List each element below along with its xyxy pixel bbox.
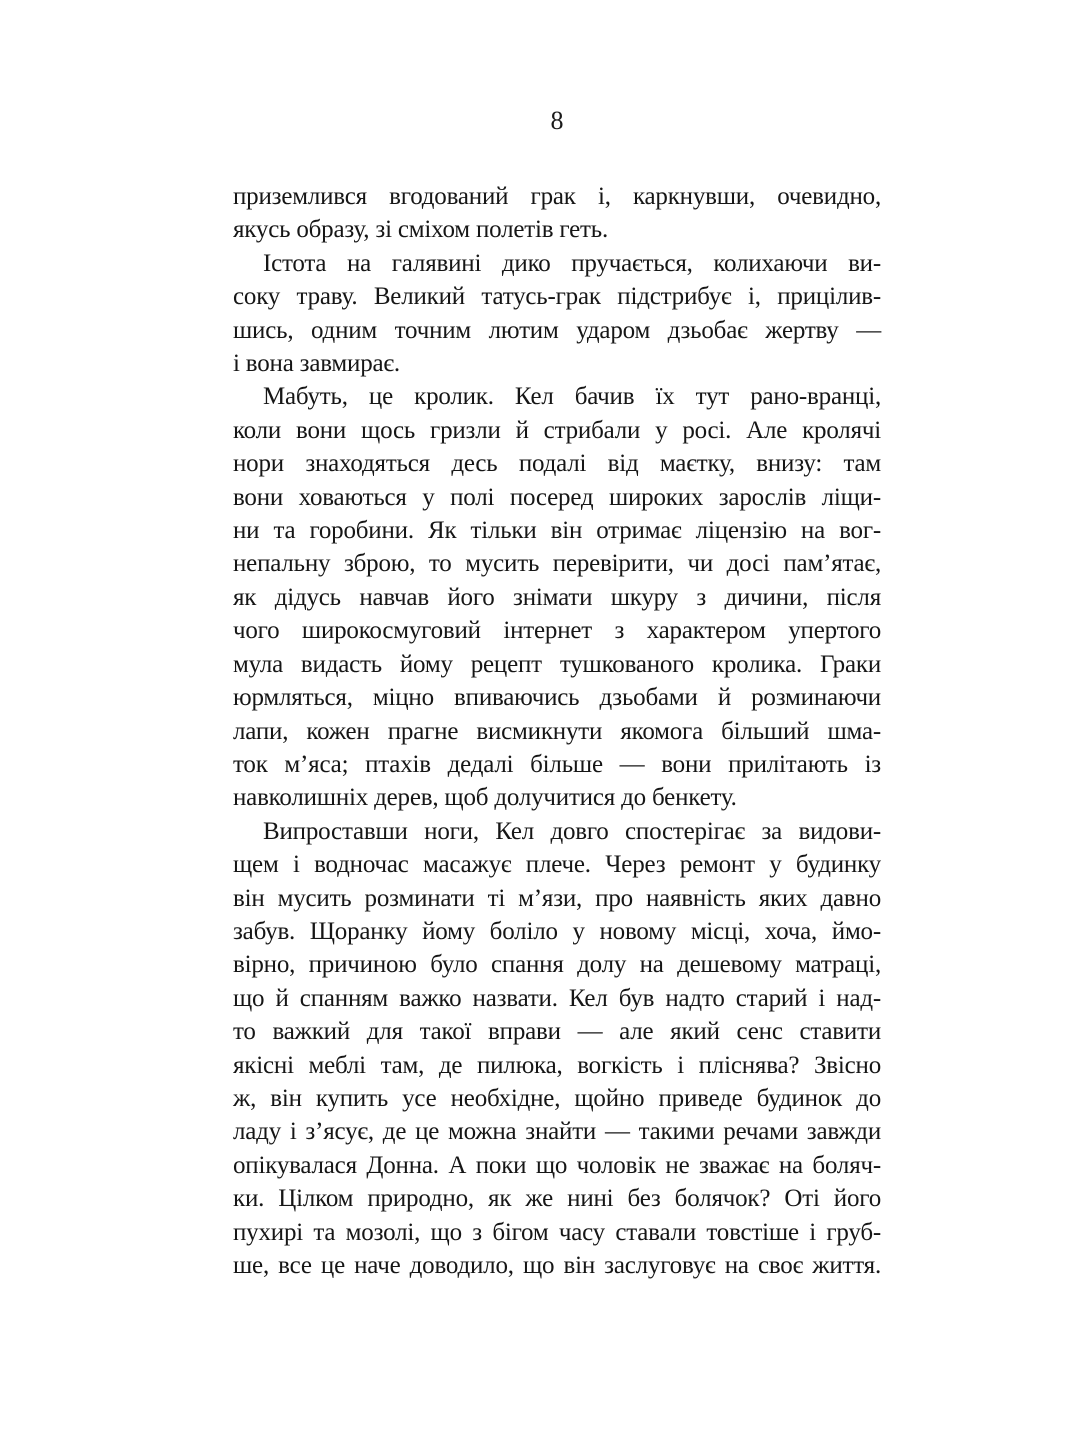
text-line: приземлився вгодований грак і, каркнувши, очевидно, [233,183,881,210]
text-line: соку траву. Великий татусь-грак підстрибує і, прицілив- [233,283,881,311]
page-number: 8 [550,106,564,135]
text-line: ни та горобини. Як тільки він отримає ліцензію на вог- [233,517,881,545]
text-line: як дідусь навчав його знімати шкуру з дичини, після [233,583,881,611]
text-line: вони ховаються у полі посеред широких зарослів ліщи- [233,483,881,511]
text-line: що й спанням важко назвати. Кел був надто старий і над- [233,984,881,1012]
paragraph [233,180,881,247]
text-line: він мусить розминати ті м’язи, про наявність яких давно [233,884,881,912]
text-line: якусь образу, зі сміхом полетів геть. [233,216,609,244]
text-line: чого широкосмуговий інтернет з характером упертого [233,617,881,645]
text-line: опікувалася Донна. А поки що чоловік не зважає на боляч- [233,1151,881,1179]
text-line: забув. Щоранку йому боліло у новому місці, хоча, ймо- [233,917,881,945]
text-line: ше, все це наче доводило, що він заслуговує на своє життя. [233,1252,881,1279]
text-line: вірно, причиною було спання долу на дешевому матраці, [233,951,881,979]
text-line: ладу і з’ясує, де це можна знайти — такими речами завжди [233,1118,881,1146]
text-line: щем і водночас масажує плече. Через ремонт у будинку [233,851,881,879]
text-line: ж, він купить усе необхідне, щойно приведе будинок до [233,1084,881,1112]
text-line: ток м’яса; птахів дедалі більше — вони прилітають із [233,750,881,778]
text-line: ки. Цілком природно, як же нині без болячок? Оті його [233,1185,881,1213]
text-line: непальну зброю, то мусить перевірити, чи досі пам’ятає, [233,550,881,578]
text-line: навколишніх дерев, щоб долучитися до бенкету. [233,784,737,812]
text-line: пухирі та мозолі, що з бігом часу ставали товстіше і груб- [233,1218,881,1246]
paragraph [233,380,881,814]
text-line: Випроставши ноги, Кел довго спостерігає за видови- [263,817,881,845]
paragraph [233,247,881,381]
text-line: то важкий для такої вправи — але який сенс ставити [233,1018,881,1046]
paragraph [233,815,881,1283]
text-line: нори знаходяться десь подалі від маєтку, внизу: там [233,450,881,478]
text-line: лапи, кожен прагне висмикнути якомога більший шма- [233,717,881,745]
text-block [233,180,881,1282]
text-line: шись, одним точним лютим ударом дзьобає жертву — [233,316,881,344]
text-line: Мабуть, це кролик. Кел бачив їх тут рано-вранці, [263,383,881,411]
text-line: і вона завмирає. [233,350,400,378]
text-line: Істота на галявині дико пручається, колихаючи ви- [263,249,881,277]
text-line: коли вони щось гризли й стрибали у росі. Але кролячі [233,416,881,444]
text-line: якісні меблі там, де пилюка, вогкість і пліснява? Звісно [233,1051,881,1079]
text-line: юрмляться, міцно впиваючись дзьобами й розминаючи [233,684,881,712]
text-line: мула видасть йому рецепт тушкованого кролика. Граки [233,650,881,678]
